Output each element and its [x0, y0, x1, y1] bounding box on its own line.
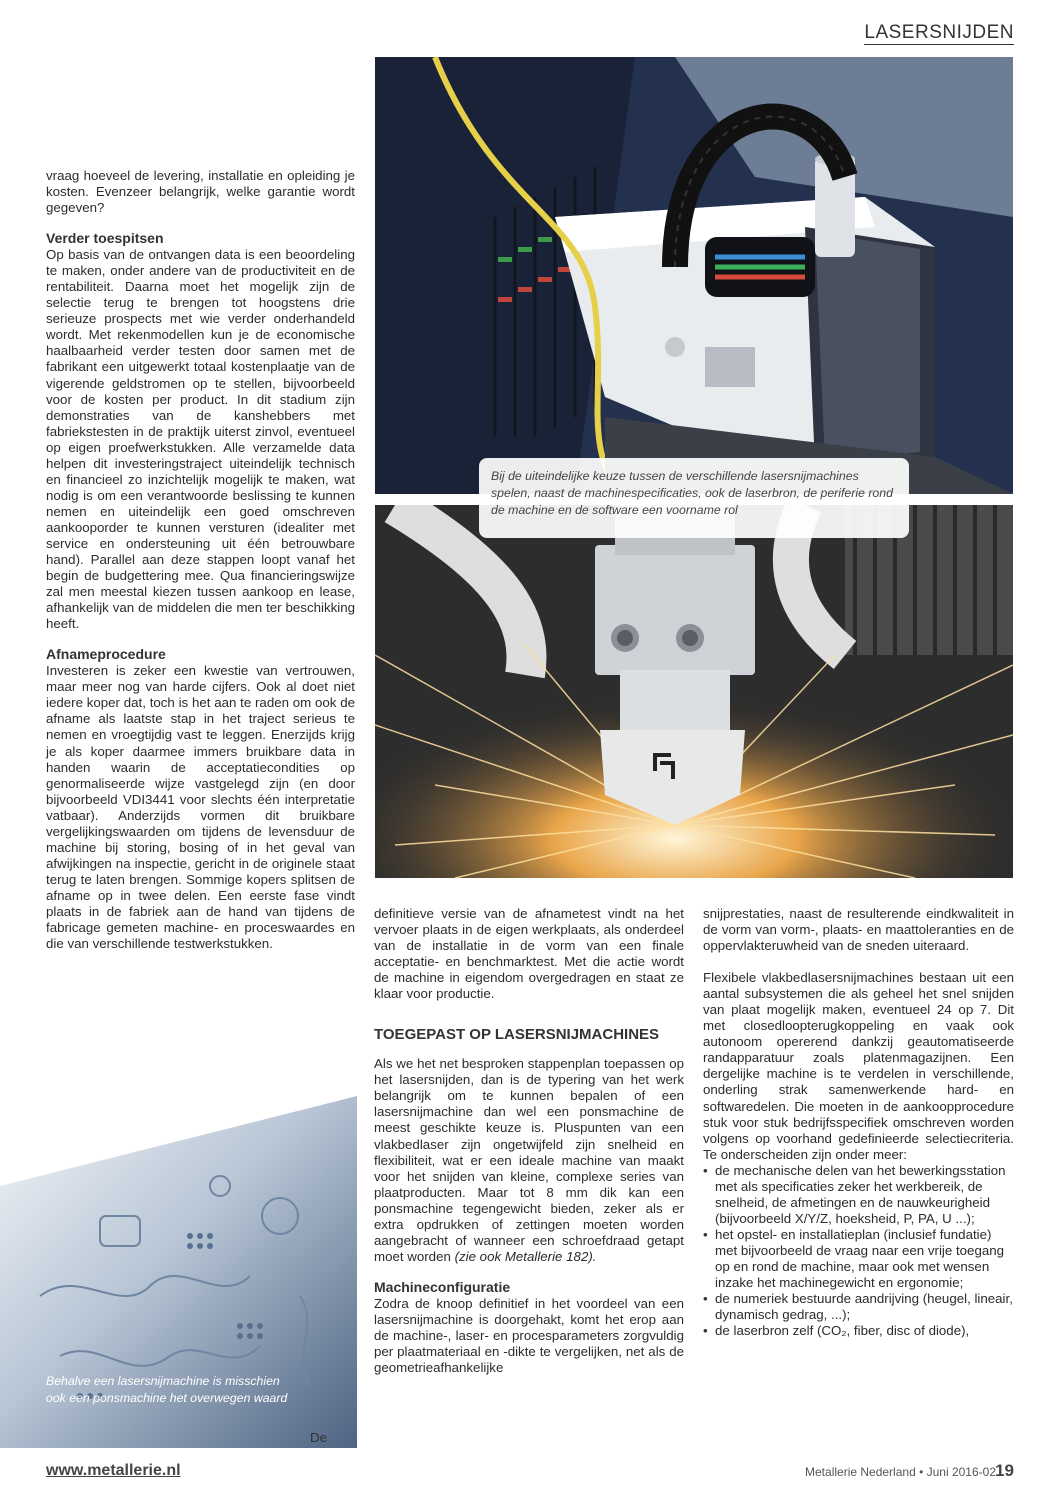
laser-machine-photo [375, 57, 1013, 494]
paragraph-flexibele: Flexibele vlakbedlasersnijmachines bestaan uit een aantal subsystemen die als geheel het snel snijden van plaat mogelijk maken, eventueel 24 op 7. Dit met closedloopterugkoppeling en vaak ook autonoom opererend dankzij geautomatiseerde randapparatuur zoals platenmagazijnen. Een dergelijke machine is te verdelen in verschillende, onderling strak samenwerkende hard- en softwaredelen. Die moeten in de aankoopprocedure stuk voor stuk bedrijfsspecifiek omschreven worden volgens op voorhand gedefinieerde selectiecriteria. Te onderscheiden zijn onder meer: [703, 970, 1014, 1162]
list-item: • de mechanische delen van het bewerkingsstation met als specificaties zeker het werkbereik, de snelheid, de afmetingen en de nauwkeurigheid (bijvoorbeeld X/Y/Z, hoeksheid, P, PA, U ...); [703, 1163, 1014, 1227]
heading-afnameprocedure: Afnameprocedure [46, 646, 166, 663]
list-item: • de numeriek bestuurde aandrijving (heugel, lineair, dynamisch gedrag, ...); [703, 1291, 1014, 1323]
cutting-head-sparks-photo [375, 505, 1013, 878]
list-item: • het opstel- en installatieplan (inclusief fundatie) met bijvoorbeeld de vraag naar een vrije toegang op en rond de machine, maar ook met wensen inzake het machinegewicht en ergonomie; [703, 1227, 1014, 1291]
paragraph-intro: vraag hoeveel de levering, installatie en opleiding je kosten. Evenzeer belangrijk, welke garantie wordt gegeven? [46, 168, 355, 216]
paragraph-machineconfiguratie: Zodra de knoop definitief in het voordeel van een lasersnijmachine is doorgehakt, komt het erop aan de machine-, laser- en procesparameters zorgvuldig per plaatmateriaal en -dikte te vergelijken, net als de geometrieafhankelijke [374, 1295, 684, 1376]
paragraph-verder: Op basis van de ontvangen data is een beoordeling te maken, onder andere van de productiviteit en de rentabiliteit. Daarna moet het mogelijk zijn de selectie terug te brengen tot hoogstens drie serieuze prospects met wie verder onderhandeld wordt. Met rekenmodellen kun je de economische haalbaarheid verder testen door samen met de fabrikant een uitgewerkt totaal kostenplaatje van de vigerende geldstromen op te stellen, bijvoorbeeld voor de kosten per product. In dit stadium zijn demonstraties van de kanshebbers met fabriekstesten in de praktijk uiterst zinvol, eventueel op eigen proefwerkstukken. Alle verzamelde data helpen dit investeringstraject uiteindelijk technisch en financieel zo inzichtelijk mogelijk te maken, wat nodig is om een verantwoorde beslissing te kunnen nemen en uiteindelijk een goed omschreven aankooporder te kunnen versturen (idealiter met service en ondersteuning uit één betrouwbare hand). Parallel aan deze stappen loopt vanaf het begin de budgettering mee. Qua financieringswijze zal men meestal kiezen tussen aankoop en lease, afhankelijk van de middelen die men ter beschikking heeft. [46, 247, 355, 632]
paragraph-afnametest: definitieve versie van de afnametest vindt na het vervoer plaats in de eigen werkplaats, als onderdeel van de installatie in de vorm van een finale acceptatie- en benchmarktest. Met die actie wordt de machine in eigendom overgedragen en staat ze klaar voor productie. [374, 906, 684, 1002]
paragraph-toegepast-text: Als we het net besproken stappenplan toepassen op het lasersnijden, dan is de typering van het werk belangrijk om te kunnen bepalen of een lasersnijmachine dan wel een ponsmachine de meest geschikte keuze is. Pluspunten van een vlakbedlaser zijn ongetwijfeld zijn snelheid en flexibiliteit, wat er een ideale machine van maakt voor het snijden van kleine, complexe series van plaatproducten. Maar tot 8 mm dik kan een ponsmachine tegengewicht bieden, zeker als er extra opdrukken of zettingen moeten worden aangebracht of wanneer een schroefdraad getapt moet worden [374, 1056, 684, 1264]
reference-metallerie-182: (zie ook Metallerie 182). [454, 1248, 597, 1264]
paragraph-toegepast [374, 1056, 684, 1265]
text-column-3 [703, 906, 1014, 1339]
text-column-1 [46, 168, 355, 952]
list-item: • de laserbron zelf (CO₂, fiber, disc of diode), [703, 1323, 1014, 1339]
criteria-list [703, 1163, 1014, 1340]
photo-caption-top: Bij de uiteindelijke keuze tussen de verschillende lasersnijmachines spelen, naast de machinespecificaties, ook de laserbron, de periferie rond de machine en de software een voorname rol [479, 458, 909, 538]
paragraph-afname: Investeren is zeker een kwestie van vertrouwen, maar meer nog van harde cijfers. Ook al doet niet iedere koper dat, toch is het aan te raden om ook de afname als laatste stap in het traject serieus te nemen en vroegtijdig vast te leggen. Enerzijds krijg je als koper daarmee immers bruikbare data in handen waarin de acceptatiecondities op genormaliseerde wijze vastgelegd zijn (en door bijvoorbeeld VDI3441 voor slechts één interpretatie vatbaar). Anderzijds vormen dit bruikbare vergelijkingswaarden om tijdens de levensduur de machine bij storing, bosing of in het geval van afwijkingen na inspectie, gericht in de originele staat terug te laten brengen. Sommige kopers splitsen de afname op in twee delen. Een eerste fase vindt plaats in de fabriek aan de hand van tijdens de fabricage gemeten machine- en proceswaardes en die van verschillende testwerkstukken. [46, 663, 355, 952]
section-tag: LASERSNIJDEN [864, 22, 1014, 43]
paragraph-snijprestaties: snijprestaties, naast de resulterende eindkwaliteit in de vorm van vorm-, plaats- en maattoleranties en de oppervlakteruwheid van de sneden uiteraard. [703, 906, 1014, 954]
heading-machineconfiguratie: Machineconfiguratie [374, 1278, 511, 1295]
publication-info: Metallerie Nederland • Juni 2016-02 [805, 1465, 996, 1479]
heading-toegepast: TOEGEPAST OP LASERSNIJMACHINES [374, 1026, 660, 1044]
text-column-2 [374, 906, 684, 1376]
photo-caption-sheet: Behalve een lasersnijmachine is misschien ook een ponsmachine het overwegen waard [46, 1374, 288, 1405]
website-link[interactable]: www.metallerie.nl [46, 1462, 181, 1479]
column-continuation-word: De [310, 1430, 327, 1445]
page-number: 19 [995, 1461, 1014, 1480]
heading-verder-toespitsen: Verder toespitsen [46, 230, 164, 247]
